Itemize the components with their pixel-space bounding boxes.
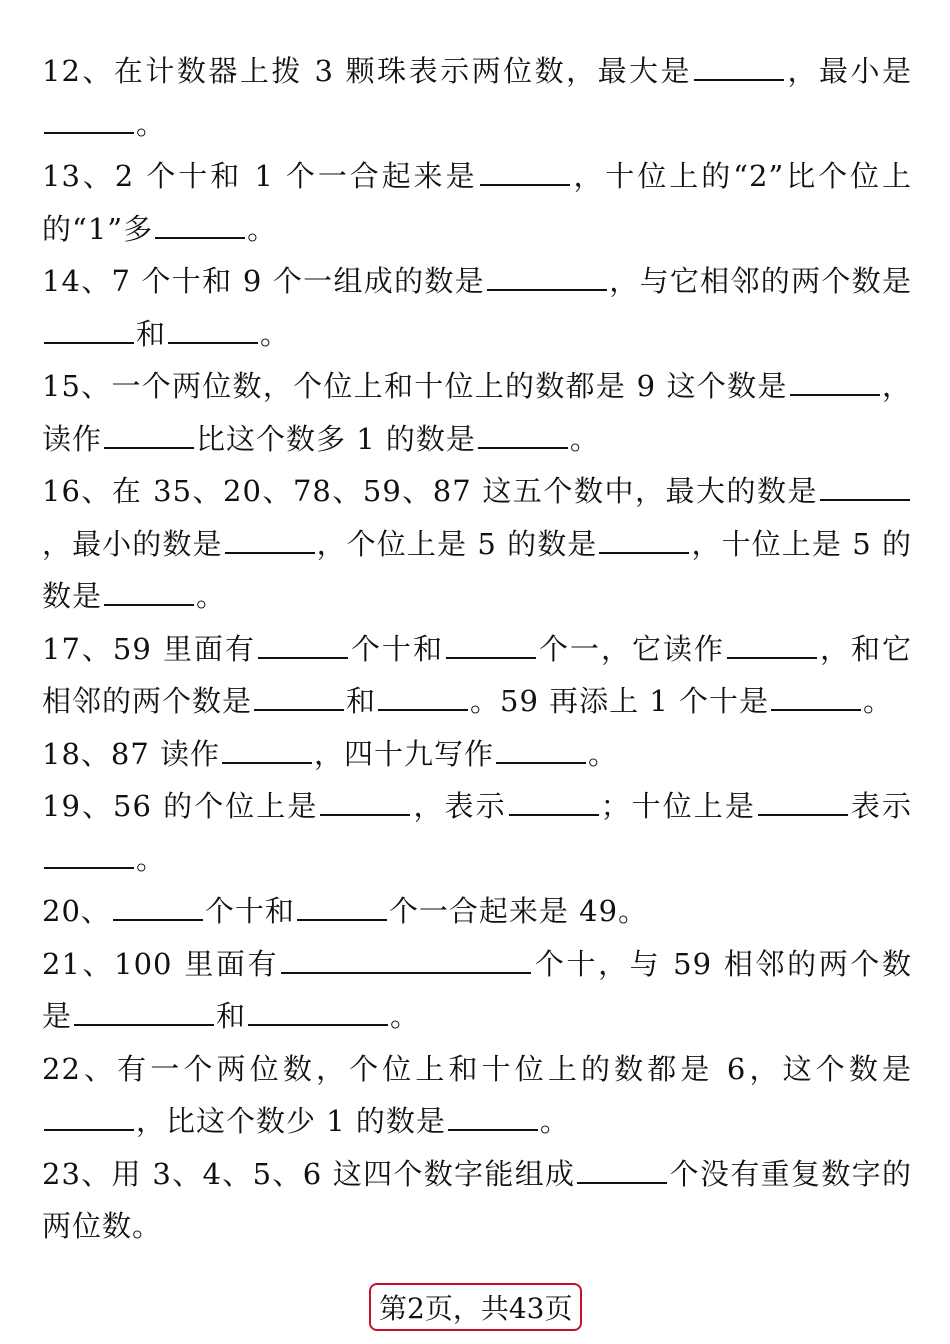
question-14: 14、7 个十和 9 个一组成的数是 ，与它相邻的两个数是和 。 bbox=[42, 264, 912, 351]
answer-blank[interactable] bbox=[727, 635, 817, 659]
answer-blank[interactable] bbox=[758, 792, 848, 816]
answer-blank[interactable] bbox=[281, 950, 531, 974]
question-20: 20、 个十和 个一合起来是 49。 bbox=[42, 894, 649, 928]
page-number-badge: 第2页，共43页 bbox=[369, 1283, 582, 1331]
question-12: 12、在计数器上拨 3 颗珠表示两位数，最大是 ，最小是。 bbox=[42, 54, 912, 141]
answer-blank[interactable] bbox=[225, 530, 315, 554]
answer-blank[interactable] bbox=[771, 687, 861, 711]
answer-blank[interactable] bbox=[320, 792, 410, 816]
answer-blank[interactable] bbox=[222, 740, 312, 764]
answer-blank[interactable] bbox=[104, 582, 194, 606]
answer-blank[interactable] bbox=[44, 110, 134, 134]
question-18: 18、87 读作 ，四十九写作 。 bbox=[42, 736, 619, 771]
answer-blank[interactable] bbox=[248, 1002, 388, 1026]
question-15: 15、一个两位数，个位上和十位上的数都是 9 这个数是 ，读作 比这个数多 1 的数是 。 bbox=[42, 369, 912, 456]
answer-blank[interactable] bbox=[44, 320, 134, 344]
answer-blank[interactable] bbox=[74, 1002, 214, 1026]
answer-blank[interactable] bbox=[599, 530, 689, 554]
answer-blank[interactable] bbox=[297, 897, 387, 921]
answer-blank[interactable] bbox=[478, 425, 568, 449]
worksheet bbox=[42, 45, 912, 1253]
answer-blank[interactable] bbox=[113, 897, 203, 921]
answer-blank[interactable] bbox=[44, 1107, 134, 1131]
answer-blank[interactable] bbox=[258, 635, 348, 659]
answer-blank[interactable] bbox=[487, 267, 607, 291]
answer-blank[interactable] bbox=[44, 845, 134, 869]
question-16: 16、在 35、20、78、59、87 这五个数中，最大的数是，最小的数是 ，个位上是 5 的数是 ，十位上是 5 的数是 。 bbox=[42, 474, 912, 613]
question-17: 17、59 里面有 个十和 个一，它读作 ，和它相邻的两个数是 和 。59 再添上 1 个十是 。 bbox=[42, 631, 912, 718]
answer-blank[interactable] bbox=[694, 57, 784, 81]
answer-blank[interactable] bbox=[820, 477, 910, 501]
answer-blank[interactable] bbox=[104, 425, 194, 449]
answer-blank[interactable] bbox=[448, 1107, 538, 1131]
answer-blank[interactable] bbox=[577, 1160, 667, 1184]
question-22: 22、有一个两位数，个位上和十位上的数都是 6，这个数是，比这个数少 1 的数是 。 bbox=[42, 1051, 912, 1138]
question-19: 19、56 的个位上是 ，表示 ；十位上是 表示。 bbox=[42, 789, 912, 876]
answer-blank[interactable] bbox=[446, 635, 536, 659]
question-23: 23、用 3、4、5、6 这四个数字能组成 个没有重复数字的两位数。 bbox=[42, 1156, 912, 1243]
answer-blank[interactable] bbox=[790, 372, 880, 396]
question-21: 21、100 里面有 个十，与 59 相邻的两个数是 和 。 bbox=[42, 946, 912, 1033]
answer-blank[interactable] bbox=[509, 792, 599, 816]
question-13: 13、2 个十和 1 个一合起来是 ，十位上的“2”比个位上的“1”多 。 bbox=[42, 159, 912, 246]
answer-blank[interactable] bbox=[168, 320, 258, 344]
answer-blank[interactable] bbox=[378, 687, 468, 711]
answer-blank[interactable] bbox=[155, 215, 245, 239]
answer-blank[interactable] bbox=[254, 687, 344, 711]
answer-blank[interactable] bbox=[496, 740, 586, 764]
answer-blank[interactable] bbox=[480, 162, 570, 186]
